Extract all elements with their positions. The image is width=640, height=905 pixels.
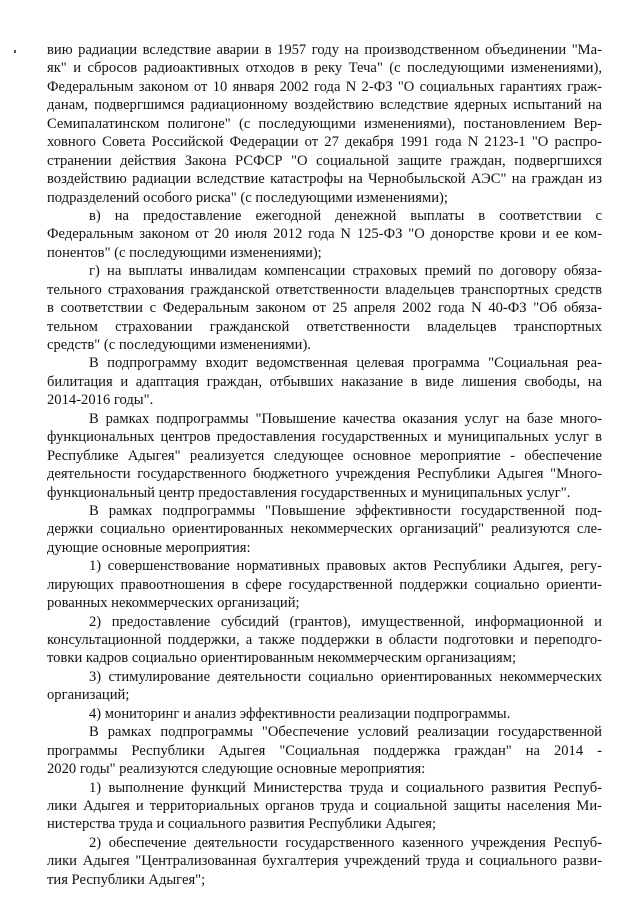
text-line: тия Республики Адыгея";	[47, 871, 206, 888]
scan-speck	[14, 50, 16, 53]
text-line: Республике Адыгея" реализуется следующее основное мероприятие - обеспечение	[47, 447, 602, 464]
text-line: в) на предоставление ежегодной денежной выплаты в соответствии с	[89, 207, 602, 224]
text-line: тельного страхования гражданской ответственности владельцев транспортных средств	[47, 281, 602, 298]
text-line: лирующих правоотношения в сфере государственной поддержки социально ориенти-	[47, 576, 602, 593]
text-line: лики Адыгея и территориальных органов труда и социальной защиты населения Ми-	[47, 797, 602, 814]
text-line: 2014-2016 годы".	[47, 392, 154, 409]
text-line: дующие основные мероприятия:	[47, 539, 251, 556]
text-line: держки социально ориентированных некоммерческих организаций" реализуются сле-	[47, 521, 602, 538]
text-line: данам, подвергшимся радиационному воздействию вследствие ядерных испытаний на	[47, 97, 602, 114]
text-line: як" и сбросов радиоактивных отходов в реку Теча" (с последующими изменениями),	[47, 60, 602, 77]
document-body	[47, 41, 602, 889]
text-line: Семипалатинском полигоне" (с последующими изменениями), постановлением Вер-	[47, 115, 602, 132]
text-line: 2) предоставление субсидий (грантов), имущественной, информационной и	[89, 613, 602, 630]
text-line: средств" (с последующими изменениями).	[47, 337, 311, 353]
text-line: подразделений особого риска" (с последующими изменениями);	[47, 189, 448, 206]
text-line: 3) стимулирование деятельности социально ориентированных некоммерческих	[89, 668, 602, 685]
text-line: понентов" (с последующими изменениями);	[47, 244, 322, 261]
text-line: Федеральным законом от 10 января 2002 года N 2-ФЗ "О социальных гарантиях граж-	[47, 78, 602, 95]
text-line: г) на выплаты инвалидам компенсации страховых премий по договору обяза-	[89, 263, 602, 280]
text-line: 2) обеспечение деятельности государственного казенного учреждения Респуб-	[89, 834, 602, 851]
text-line: функциональных центров предоставления государственных и муниципальных услуг в	[47, 429, 602, 446]
text-line: рованных некоммерческих организаций;	[47, 595, 300, 612]
text-line: товки кадров социально ориентированным некоммерческим организациям;	[47, 650, 516, 667]
text-line: консультационной поддержки, а также поддержки в области подготовки и переподго-	[47, 632, 602, 648]
text-line: нистерства труда и социального развития Республики Адыгея;	[47, 816, 437, 833]
text-line: в соответствии с Федеральным законом от 25 апреля 2002 года N 40-ФЗ "Об обяза-	[47, 300, 602, 317]
text-line: лики Адыгея "Централизованная бухгалтерия учреждений труда и социального разви-	[47, 853, 602, 870]
text-line: функциональный центр предоставления государственных и муниципальных услуг".	[47, 484, 571, 501]
text-line: В подпрограмму входит ведомственная целевая программа "Социальная реа-	[89, 355, 602, 372]
text-line: деятельности государственного бюджетного учреждения Республики Адыгея "Много-	[47, 466, 602, 483]
text-line: 1) выполнение функций Министерства труда и социального развития Респуб-	[89, 779, 602, 796]
text-line: В рамках подпрограммы "Повышение эффективности государственной под-	[89, 502, 602, 519]
text-line: тельном страховании гражданской ответственности владельцев транспортных	[47, 318, 602, 335]
text-line: воздействию радиации вследствие катастрофы на Чернобыльской АЭС" на граждан из	[47, 171, 602, 188]
text-line: билитация и адаптация граждан, отбывших наказание в виде лишения свободы, на	[47, 373, 602, 390]
text-line: В рамках подпрограммы "Повышение качества оказания услуг на базе много-	[89, 410, 602, 427]
text-line: Федеральным законом от 20 июля 2012 года N 125-ФЗ "О донорстве крови и ее ком-	[47, 226, 602, 243]
text-line: В рамках подпрограммы "Обеспечение условий реализации государственной	[89, 724, 602, 741]
text-line: вию радиации вследствие аварии в 1957 году на производственном объединении "Ма-	[47, 42, 602, 58]
text-line: 4) мониторинг и анализ эффективности реализации подпрограммы.	[89, 705, 511, 722]
text-line: странении действия Закона РСФСР "О социальной защите граждан, подвергшихся	[47, 152, 602, 169]
text-line: ховного Совета Российской Федерации от 27 декабря 1991 года N 2123-1 "О распро-	[47, 134, 602, 151]
text-line: 1) совершенствование нормативных правовых актов Республики Адыгея, регу-	[89, 558, 602, 575]
text-line: организаций;	[47, 687, 130, 704]
text-line: 2020 годы" реализуются следующие основные мероприятия:	[47, 761, 426, 778]
text-line: программы Республики Адыгея "Социальная поддержка граждан" на 2014 -	[47, 742, 602, 759]
